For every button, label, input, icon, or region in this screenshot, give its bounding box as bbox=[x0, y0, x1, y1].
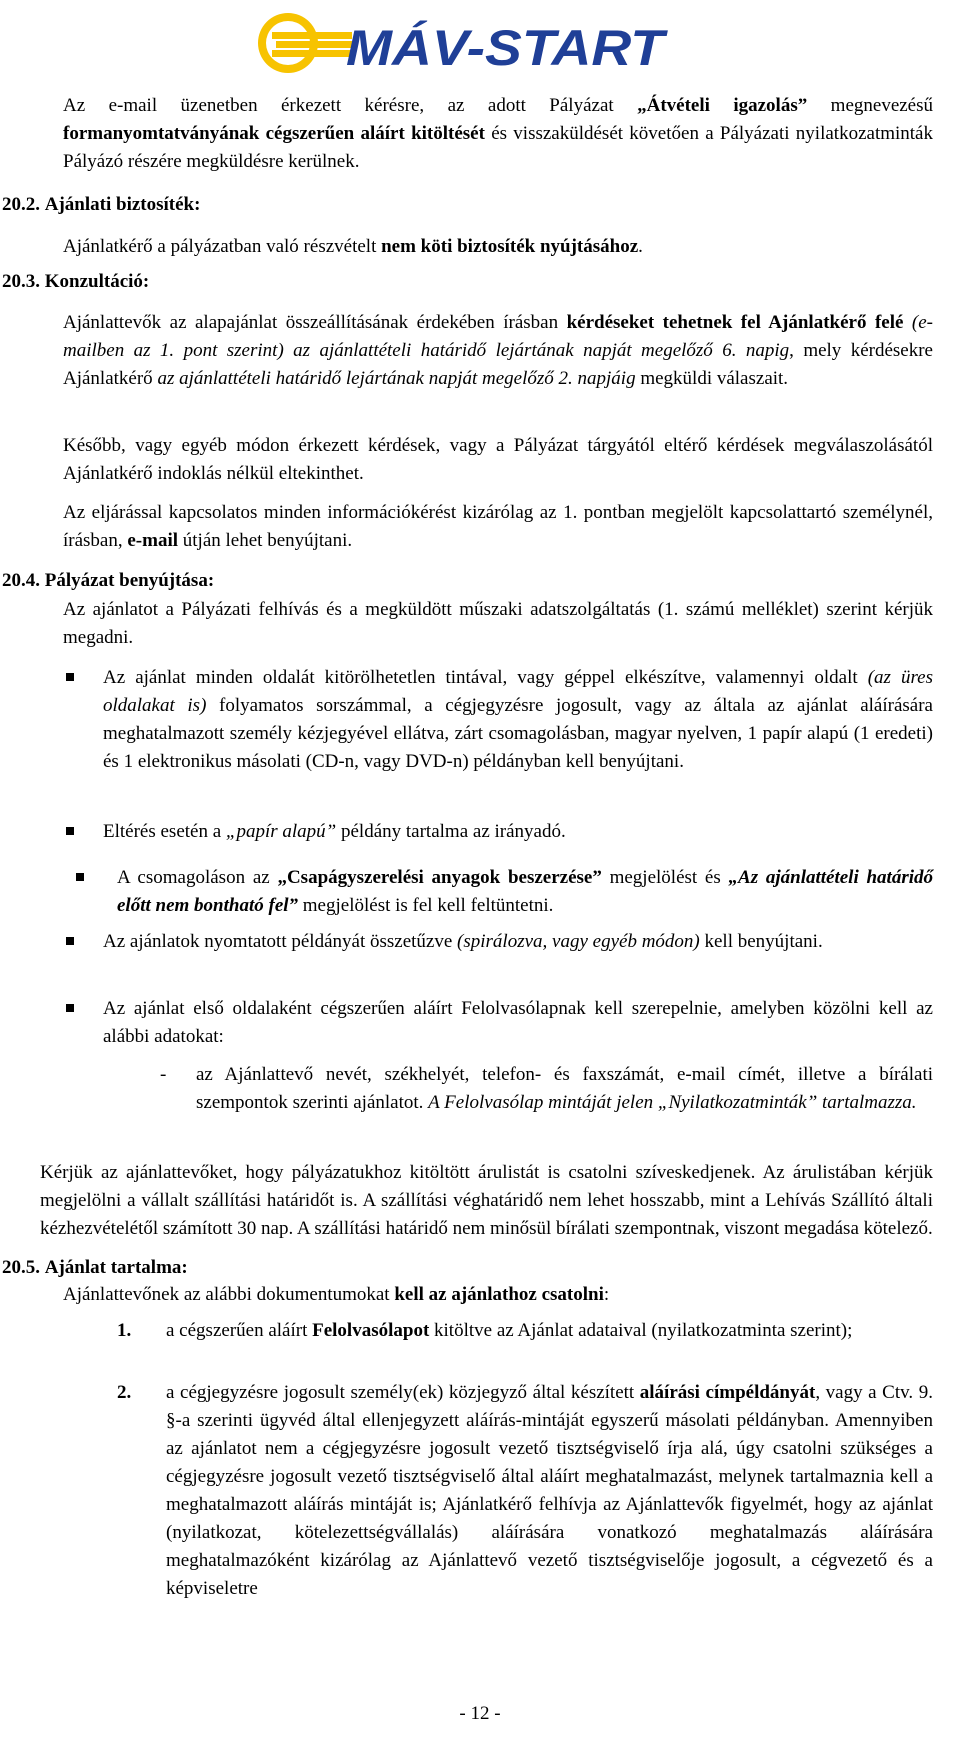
section-20-3-heading: 20.3. Konzultáció: bbox=[2, 271, 150, 292]
section-20-3-paragraph-3: Az eljárással kapcsolatos minden információkérést kizárólag az 1. pontban megjelölt kapcsolattartó személynél, írásban, e-mail útján lehet benyújtani. bbox=[63, 502, 933, 551]
logo-wordmark: MÁV-START bbox=[346, 20, 669, 76]
intro-paragraph: Az e-mail üzenetben érkezett kérésre, az adott Pályázat „Átvételi igazolás” megnevezésű formanyomtatványának cégszerűen aláírt kitöltését és visszaküldését követően a Pályázati nyilatkozatminták Pályázó részére megküldésre kerülnek. bbox=[63, 95, 934, 172]
list-number: 1. bbox=[117, 1320, 132, 1341]
bullet-square-icon bbox=[76, 873, 84, 881]
list-item: a cégjegyzésre jogosult személy(ek) közjegyző által készített aláírási címpéldányát, vagy a Ctv. 9. §-a szerinti ügyvéd által ellenjegyzett aláírás-mintáját egyszerű másolati példányban. Amennyiben az ajánlatot nem a cégjegyzésre jogosult vezető tisztségviselő írja alá, úgy csatolni szükséges a cégjegyzésre jogosult vezető tisztségviselő által aláírt meghatalmazást, melynek tartalmaznia kell a meghatalmazott aláírás mintáját is; Ajánlatkérő felhívja az Ajánlattevők figyelmét, hogy az ajánlat (nyilatkozat, kötelezettségvállalás) aláírására vonatkozó meghatalmazás aláírására meghatalmazóként kizárólag az Ajánlattevő vezető tisztségviselője jogosult, a cégvezető és a képviseletre bbox=[166, 1382, 933, 1599]
dash-marker: - bbox=[160, 1064, 167, 1085]
bullet-item-3: A csomagoláson az „Csapágyszerelési anyagok beszerzése” megjelölést és „Az ajánlattételi határidő előtt nem bontható fel” megjelölést is fel kell feltüntetni. bbox=[117, 867, 934, 916]
bullet-item-2: Eltérés esetén a „papír alapú” példány tartalma az irányadó. bbox=[103, 821, 566, 842]
section-20-3-paragraph-1: Ajánlattevők az alapajánlat összeállításának érdekében írásban kérdéseket tehetnek fel Ajánlatkérő felé (e-mailben az 1. pont szerint) az ajánlattételi határidő lejártának napját megelőző 6. napig, mely kérdésekre Ajánlatkérő az ajánlattételi határidő lejártának napját megelőző 2. napjáig megküldi válaszait. bbox=[63, 312, 934, 389]
bullet-item-4: Az ajánlatok nyomtatott példányát összetűzve (spirálozva, vagy egyéb módon) kell benyújtani. bbox=[103, 931, 823, 952]
section-20-2-heading: 20.2. Ajánlati biztosíték: bbox=[2, 194, 201, 215]
section-20-4-intro: Az ajánlatot a Pályázati felhívás és a megküldött műszaki adatszolgáltatás (1. számú melléklet) szerint kérjük megadni. bbox=[63, 599, 933, 648]
dash-item: az Ajánlattevő nevét, székhelyét, telefon- és faxszámát, e-mail címét, illetve a bírálati szempontok szerinti ajánlatot. A Felolvasólap mintáját jelen „Nyilatkozatminták” tartalmazza. bbox=[196, 1064, 933, 1113]
section-20-5-heading: 20.5. Ajánlat tartalma: bbox=[2, 1257, 188, 1278]
bullet-square-icon bbox=[66, 937, 74, 945]
mav-start-logo bbox=[250, 8, 670, 78]
page-number: - 12 - bbox=[459, 1703, 501, 1724]
section-20-3-paragraph-2: Később, vagy egyéb módon érkezett kérdések, vagy a Pályázat tárgyától eltérő kérdések megválaszolásától Ajánlatkérő indoklás nélkül eltekinthet. bbox=[63, 435, 933, 484]
section-20-4-heading: 20.4. Pályázat benyújtása: bbox=[2, 570, 215, 591]
bullet-item-1: Az ajánlat minden oldalát kitörölhetetlen tintával, vagy géppel elkészítve, valamennyi oldalt (az üres oldalakat is) folyamatos sorszámmal, a cégjegyzésre jogosult, vagy az általa az ajánlat aláírására meghatalmazott személy kézjegyével ellátva, zárt csomagolásban, magyar nyelven, 1 papír alapú (1 eredeti) és 1 elektronikus másolati (CD-n, vagy DVD-n) példányban kell benyújtani. bbox=[103, 667, 933, 772]
bullet-square-icon bbox=[66, 827, 74, 835]
section-20-5-intro: Ajánlattevőnek az alábbi dokumentumokat kell az ajánlathoz csatolni: bbox=[63, 1284, 610, 1305]
list-number: 2. bbox=[117, 1382, 132, 1403]
bullet-square-icon bbox=[66, 1004, 74, 1012]
bullet-square-icon bbox=[66, 673, 74, 681]
bullet-item-5: Az ajánlat első oldalaként cégszerűen aláírt Felolvasólapnak kell szerepelnie, amelyben közölni kell az alábbi adatokat: bbox=[103, 998, 933, 1047]
list-item: a cégszerűen aláírt Felolvasólapot kitöltve az Ajánlat adataival (nyilatkozatminta szerint); bbox=[166, 1320, 853, 1341]
mav-start-emblem-icon bbox=[258, 13, 352, 73]
section-20-4-closing: Kérjük az ajánlattevőket, hogy pályázatukhoz kitöltött árulistát is csatolni szíveskedjenek. Az árulistában kérjük megjelölni a vállalt szállítási határidőt is. A szállítási véghatáridő nem lehet hosszabb, mint a Lehívás Szállító általi kézhezvételétől számított 30 nap. A szállítási határidő nem minősül bírálati szempontnak, viszont megadása kötelező. bbox=[40, 1162, 933, 1239]
section-20-2-text: Ajánlatkérő a pályázatban való részvételt nem köti biztosíték nyújtásához. bbox=[63, 236, 643, 257]
